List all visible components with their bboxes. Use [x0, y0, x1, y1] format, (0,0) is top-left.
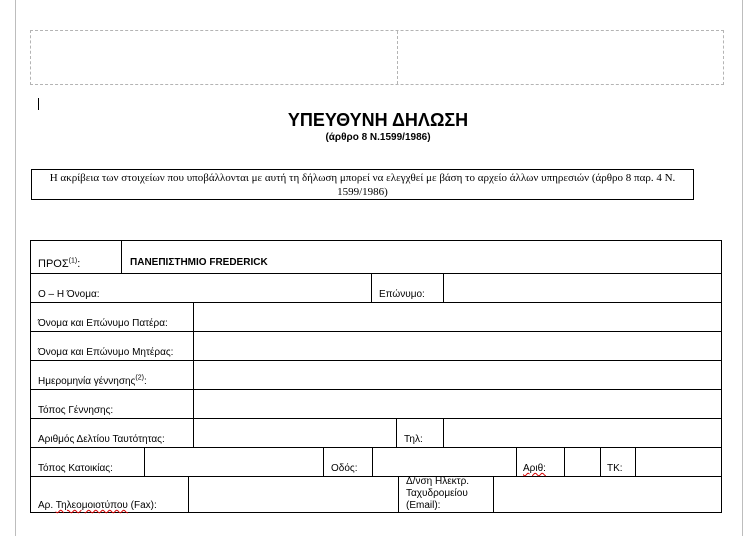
text-cursor — [38, 98, 39, 110]
cell-divider — [371, 273, 372, 302]
to-value: ΠΑΝΕΠΙΣΤΗΜΙΟ FREDERICK — [130, 257, 268, 268]
fax-label: Αρ. Τηλεομοιοτύπου (Fax): — [38, 500, 157, 511]
email-field[interactable] — [494, 477, 721, 512]
street-number-label: Αριθ: — [523, 463, 546, 474]
street-label: Οδός: — [331, 463, 358, 474]
email-label: Δ/νση Ηλεκτρ. Ταχυδρομείου (Email): — [406, 476, 470, 511]
id-number-field[interactable] — [194, 419, 396, 447]
father-name-field[interactable] — [194, 303, 721, 331]
postcode-label: ΤΚ: — [607, 463, 623, 474]
page-right-edge — [742, 0, 743, 536]
phone-field[interactable] — [444, 419, 721, 447]
first-name-field[interactable] — [122, 274, 371, 302]
notice-box: Η ακρίβεια των στοιχείων που υποβάλλονται με αυτή τη δήλωση μπορεί να ελεγχθεί με βάση το αρχείο άλλων υπηρεσιών (άρθρο 8 παρ. 4 Ν. 1599/1986) — [31, 169, 694, 200]
document-title: ΥΠΕΥΘΥΝΗ ΔΗΛΩΣΗ — [287, 110, 469, 130]
page-left-edge — [15, 0, 16, 536]
cell-divider — [516, 447, 517, 476]
to-label: ΠΡΟΣ$^{(1)}$: — [38, 257, 81, 270]
document-subtitle: (άρθρο 8 Ν.1599/1986) — [325, 132, 431, 143]
surname-label: Επώνυμο: — [379, 289, 425, 300]
id-number-label: Αριθμός Δελτίου Ταυτότητας: — [38, 434, 165, 445]
cell-divider — [121, 241, 122, 273]
cell-divider — [600, 447, 601, 476]
birthplace-field[interactable] — [194, 390, 721, 418]
postcode-field[interactable] — [636, 448, 721, 476]
residence-label: Τόπος Κατοικίας: — [38, 463, 113, 474]
birthdate-field[interactable] — [194, 361, 721, 389]
header-divider — [397, 31, 398, 84]
birthplace-label: Τόπος Γέννησης: — [38, 405, 114, 416]
street-number-field[interactable] — [565, 448, 600, 476]
phone-label: Τηλ: — [404, 434, 423, 445]
mother-name-field[interactable] — [194, 332, 721, 360]
birthdate-label: Ημερομηνία γέννησης$^{(2)}$: — [38, 374, 147, 387]
street-field[interactable] — [373, 448, 516, 476]
mother-name-label: Όνομα και Επώνυμο Μητέρας: — [38, 347, 174, 358]
cell-divider — [323, 447, 324, 476]
declaration-form — [30, 240, 722, 513]
father-name-label: Όνομα και Επώνυμο Πατέρα: — [38, 318, 168, 329]
cell-divider — [398, 476, 399, 512]
surname-field[interactable] — [444, 274, 721, 302]
fax-field[interactable] — [189, 477, 398, 512]
residence-field[interactable] — [145, 448, 323, 476]
cell-divider — [396, 418, 397, 447]
document-header-area[interactable] — [30, 30, 724, 85]
first-name-label: Ο – Η Όνομα: — [38, 289, 100, 300]
